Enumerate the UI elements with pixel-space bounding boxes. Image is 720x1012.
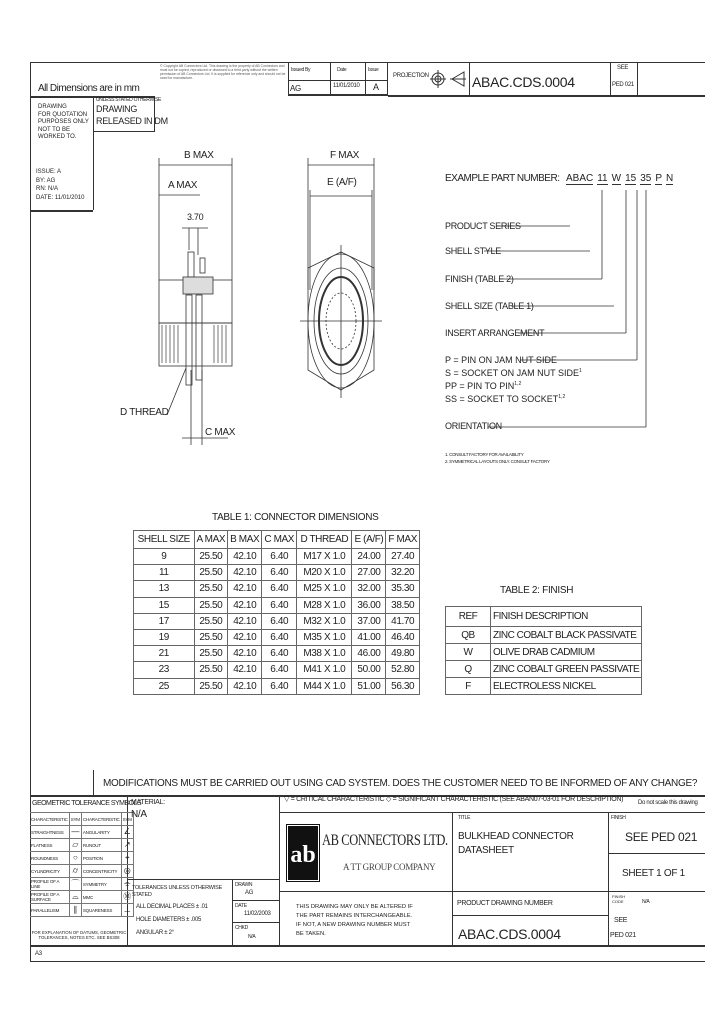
table-cell: M20 X 1.0: [297, 565, 352, 581]
finish-code: N/A: [642, 899, 650, 905]
table-cell: 23: [134, 662, 195, 678]
table-cell: 46.00: [352, 646, 386, 662]
divider: [30, 210, 93, 212]
connector-dimensions-table: [133, 530, 420, 695]
gts-h: CHARACTERISTIC: [30, 813, 69, 826]
company-subtitle: A TT GROUP COMPANY: [343, 862, 436, 872]
connector-drawing: [110, 140, 420, 450]
table-cell: 6.40: [262, 678, 297, 694]
gts-footer-line: TOLERANCES, NOTES ETC. SEE BS308: [38, 935, 120, 940]
release-status-2: RELEASED IN DM: [96, 116, 168, 126]
gts-symbol-icon: ⌭: [69, 865, 81, 878]
finish-value: SEE PED 021: [625, 830, 698, 844]
note-line: FOR QUOTATION: [38, 111, 88, 118]
release-status: DRAWING: [96, 104, 138, 114]
table-cell: 35.30: [386, 581, 420, 597]
dim-370-label: 3.70: [187, 212, 204, 222]
finish-code-label: FINISH CODE: [612, 894, 626, 904]
company-name: AB CONNECTORS LTD.: [322, 832, 448, 849]
gts-title: GEOMETRIC TOLERANCE SYMBOLS: [32, 800, 142, 807]
table-cell: 46.40: [386, 629, 420, 645]
segment-contact: P: [655, 173, 662, 184]
note-line: THE PART REMAINS INTERCHANGEABLE.: [296, 913, 413, 919]
table-cell: M25 X 1.0: [297, 581, 352, 597]
issued-by-label: Issued By: [291, 67, 311, 73]
table-cell: 24.00: [352, 549, 386, 565]
issue-line: DATE: 11/01/2010: [36, 194, 85, 201]
issue-line: BY: AG: [36, 177, 56, 184]
gts-header: [30, 813, 133, 826]
table-header-row: [446, 607, 642, 627]
segment-orientation: N: [666, 173, 674, 184]
table-cell: 6.40: [262, 646, 297, 662]
table-cell: 42.10: [228, 549, 262, 565]
table-cell: 6.40: [262, 662, 297, 678]
quotation-note: [38, 104, 92, 142]
projection-symbol-icon: [430, 68, 470, 90]
segment-shell-style: 11: [597, 173, 608, 184]
see-ped: SEE: [614, 917, 628, 924]
tolerance-line: ALL DECIMAL PLACES ± .01: [136, 904, 208, 910]
gts-row: [30, 839, 133, 852]
table-cell: M35 X 1.0: [297, 629, 352, 645]
field-orientation: ORIENTATION: [445, 421, 502, 431]
divider: [469, 62, 470, 95]
title-line2: DATASHEET: [458, 845, 514, 856]
part-number-segments: [566, 173, 673, 185]
tolerances-title: TOLERANCES UNLESS OTHERWISE STATED: [132, 885, 223, 898]
divider: [637, 62, 638, 95]
table-cell: 52.80: [386, 662, 420, 678]
field-shell-style: SHELL STYLE: [445, 246, 501, 256]
gts-characteristic: PARALLELISM: [30, 904, 69, 917]
see-ped: SEE: [617, 65, 629, 71]
column-header: SHELL SIZE: [134, 531, 195, 549]
column-header: A MAX: [194, 531, 228, 549]
table-cell: 25.50: [194, 581, 228, 597]
contact-option: S = SOCKET ON JAM NUT SIDE: [445, 368, 579, 378]
drawing-number: ABAC.CDS.0004: [472, 74, 575, 90]
projection-label: PROJECTION: [393, 73, 429, 79]
table-cell: 25.50: [194, 613, 228, 629]
gts-symbol-icon: ↗: [121, 839, 133, 852]
date-label: Date: [337, 67, 347, 73]
table-cell: 6.40: [262, 597, 297, 613]
table-cell: 42.10: [228, 678, 262, 694]
divider: [232, 879, 233, 945]
tolerance-line: ANGULAR ± 2°: [136, 930, 174, 936]
table-cell: ZINC COBALT BLACK PASSIVATE: [491, 627, 642, 644]
field-finish: FINISH (TABLE 2): [445, 274, 514, 284]
table-cell: 11: [134, 565, 195, 581]
issue-table: [288, 62, 388, 96]
table-row: [134, 646, 420, 662]
note-line: DRAWING: [38, 104, 67, 110]
table-cell: 25.50: [194, 549, 228, 565]
table-header-row: [134, 531, 420, 549]
table-cell: 37.00: [352, 613, 386, 629]
table-cell: M44 X 1.0: [297, 678, 352, 694]
table-row: [446, 627, 642, 644]
gts-symbol-icon: ∥: [69, 904, 81, 917]
gts-symbol-icon: ⌒: [69, 878, 81, 891]
gts-symbol-icon: Ⓜ: [121, 891, 133, 904]
gts-characteristic: CYLINDRICITY: [30, 865, 69, 878]
table-row: [446, 644, 642, 661]
column-header: E (A/F): [352, 531, 386, 549]
gts-characteristic: PROFILE OF A SURFACE: [30, 891, 69, 904]
footnote-ref: 1: [578, 368, 582, 374]
issue-info: [36, 168, 84, 202]
note-line: IF NOT, A NEW DRAWING NUMBER MUST: [296, 922, 411, 928]
gts-symbol-icon: ◎: [121, 865, 133, 878]
table-row: [134, 565, 420, 581]
contact-options: [445, 355, 582, 405]
drawn-label: DRAWN: [235, 882, 253, 888]
segment-series: ABAC: [566, 173, 594, 184]
table-cell: 50.00: [352, 662, 386, 678]
chkd-label: CHKD: [235, 925, 248, 931]
release-label: UNLESS STATED OTHERWISE: [96, 97, 162, 103]
table-cell: 25.50: [194, 597, 228, 613]
table-cell: 27.40: [386, 549, 420, 565]
gts-h: SYM: [121, 813, 133, 826]
table-cell: 38.50: [386, 597, 420, 613]
column-header: F MAX: [386, 531, 420, 549]
table-cell: W: [446, 644, 491, 661]
chkd-value: N/A: [248, 934, 256, 940]
column-header: D THREAD: [297, 531, 352, 549]
table-cell: 42.10: [228, 662, 262, 678]
gts-characteristic: SYMMETRY: [81, 878, 121, 891]
field-shell-size: SHELL SIZE (TABLE 1): [445, 301, 534, 311]
gts-row: [30, 852, 133, 865]
header-description: FINISH DESCRIPTION: [491, 607, 642, 627]
note-line: BE TAKEN.: [296, 931, 326, 937]
table-cell: 6.40: [262, 629, 297, 645]
table1-title: TABLE 1: CONNECTOR DIMENSIONS: [212, 512, 379, 523]
date-label: DATE: [235, 903, 247, 909]
divider: [289, 80, 387, 81]
table-row: [446, 661, 642, 678]
b-max-label: B MAX: [184, 150, 214, 161]
table-cell: Q: [446, 661, 491, 678]
gts-symbol-icon: ▱: [69, 839, 81, 852]
table-row: [134, 662, 420, 678]
e-af-label: E (A/F): [327, 177, 357, 188]
drawn-value: AG: [245, 890, 254, 896]
divider: [93, 770, 94, 795]
table-cell: 21: [134, 646, 195, 662]
table-cell: M41 X 1.0: [297, 662, 352, 678]
gts-table: [30, 812, 134, 917]
divider: [232, 922, 280, 923]
table-row: [134, 613, 420, 629]
gts-row: [30, 826, 133, 839]
table-cell: 42.10: [228, 565, 262, 581]
table-cell: 25.50: [194, 662, 228, 678]
table-cell: 6.40: [262, 613, 297, 629]
table-cell: 25.50: [194, 565, 228, 581]
finish-table: [445, 606, 642, 695]
divider: [388, 95, 705, 97]
table-cell: 6.40: [262, 581, 297, 597]
see-ped-2: PED 021: [610, 932, 636, 939]
table-cell: QB: [446, 627, 491, 644]
f-max-label: F MAX: [330, 150, 360, 161]
divider: [280, 812, 705, 813]
finish-label: FINISH: [611, 815, 626, 821]
gts-h: SYM: [69, 813, 81, 826]
footnote-ref: 1,2: [514, 381, 522, 387]
divider: [93, 132, 94, 210]
table-cell: 25: [134, 678, 195, 694]
do-not-scale: Do not scale this drawing: [638, 800, 698, 806]
title-line1: BULKHEAD CONNECTOR: [458, 831, 574, 842]
column-header: B MAX: [228, 531, 262, 549]
release-box: [93, 96, 168, 132]
contact-option: PP = PIN TO PIN: [445, 381, 515, 391]
company-logo: ab: [288, 826, 318, 880]
table-row: [134, 597, 420, 613]
field-insert-arrangement: INSERT ARRANGEMENT: [445, 328, 545, 338]
d-thread-label: D THREAD: [120, 407, 169, 418]
table-cell: 25.50: [194, 646, 228, 662]
issue-line: RN: N/A: [36, 186, 59, 192]
gts-symbol-icon: ⌓: [69, 891, 81, 904]
note-line: THIS DRAWING MAY ONLY BE ALTERED IF: [296, 904, 413, 910]
note-line: WORKED TO.: [38, 134, 77, 140]
date-value: 11/02/2003: [244, 911, 271, 917]
see-ped-2: PED 021: [612, 82, 634, 88]
material-value: N/A: [131, 809, 147, 820]
material-tolerance-box: [128, 795, 280, 945]
critical-characteristic-note: ▽ = CRITICAL CHARACTERISTIC ◇ = SIGNIFICANT CHARACTERISTIC (SEE ABAN07-03-01 FOR DESCRIPTION): [284, 796, 624, 803]
modifications-note: MODIFICATIONS MUST BE CARRIED OUT USING CAD SYSTEM. DOES THE CUSTOMER NEED TO BE INFORMED OF ANY CHANGE?: [103, 778, 698, 789]
gts-characteristic: FLATNESS: [30, 839, 69, 852]
example-part-number-label: EXAMPLE PART NUMBER:: [445, 173, 560, 184]
geometric-tolerance-box: [30, 795, 142, 945]
footnote: 2. SYMMETRICAL LAYOUTS ONLY. CONSULT FACTORY: [445, 459, 550, 464]
gts-characteristic: STRAIGHTNESS: [30, 826, 69, 839]
segment-finish: W: [611, 173, 622, 184]
table-row: [134, 549, 420, 565]
divider: [452, 812, 453, 945]
gts-characteristic: CONCENTRICITY: [81, 865, 121, 878]
gts-symbol-icon: ∠: [121, 826, 133, 839]
divider: [610, 62, 611, 95]
contact-option: SS = SOCKET TO SOCKET: [445, 394, 559, 404]
title-label: TITLE: [458, 815, 471, 821]
table-row: [134, 678, 420, 694]
table-cell: 42.10: [228, 613, 262, 629]
issued-by: AG: [290, 84, 301, 93]
gts-characteristic: ANGULARITY: [81, 826, 121, 839]
table-cell: 15: [134, 597, 195, 613]
gts-characteristic: POSITION: [81, 852, 121, 865]
table-row: [134, 581, 420, 597]
table-cell: 56.30: [386, 678, 420, 694]
table-cell: 13: [134, 581, 195, 597]
table-cell: ELECTROLESS NICKEL: [491, 678, 642, 695]
gts-row: [30, 865, 133, 878]
field-product-series: PRODUCT SERIES: [445, 221, 521, 231]
sheet-number: SHEET 1 OF 1: [622, 868, 685, 879]
gts-footer-line: FOR EXPLANATION OF DATUMS, GEOMETRIC: [31, 930, 127, 935]
table-cell: 42.10: [228, 581, 262, 597]
gts-characteristic: ROUNDNESS: [30, 852, 69, 865]
divider: [452, 915, 608, 916]
column-header: C MAX: [262, 531, 297, 549]
table-cell: 49.80: [386, 646, 420, 662]
table-cell: 25.50: [194, 629, 228, 645]
alteration-note: [296, 903, 413, 939]
divider: [128, 879, 280, 880]
table-cell: OLIVE DRAB CADMIUM: [491, 644, 642, 661]
gts-symbol-icon: ⊥: [121, 904, 133, 917]
product-drawing-label: PRODUCT DRAWING NUMBER: [457, 900, 553, 907]
table-row: [134, 629, 420, 645]
header-ref: REF: [446, 607, 491, 627]
segment-insert: 35: [640, 173, 652, 184]
table-cell: 42.10: [228, 646, 262, 662]
divider: [30, 945, 705, 947]
divider: [608, 853, 705, 854]
table-cell: M28 X 1.0: [297, 597, 352, 613]
gts-symbol-icon: —: [69, 826, 81, 839]
gts-symbol-icon: ⌖: [121, 852, 133, 865]
gts-characteristic: PROFILE OF A LINE: [30, 878, 69, 891]
copyright-note: © Copyright AB Connectors Ltd. This drawing is the property of AB Connectors and must not be copied, reproduced or disclosed to a third party without the written permission of AB Connectors Ltd. It is supplied for reference only and should not be used for manufacture.: [160, 64, 286, 80]
table-cell: 25.50: [194, 678, 228, 694]
material-label: MATERIAL:: [131, 799, 165, 806]
frame-bottom: [30, 961, 705, 962]
table-cell: 6.40: [262, 565, 297, 581]
table-cell: 42.10: [228, 597, 262, 613]
gts-row: [30, 891, 133, 904]
gts-symbol-icon: ○: [69, 852, 81, 865]
table-row: [446, 678, 642, 695]
table-cell: 41.70: [386, 613, 420, 629]
table-cell: 19: [134, 629, 195, 645]
gts-row: [30, 878, 133, 891]
divider: [232, 900, 280, 901]
table-cell: 32.20: [386, 565, 420, 581]
table-cell: 42.10: [228, 629, 262, 645]
gts-characteristic: SQUARENESS: [81, 904, 121, 917]
issue-line: ISSUE: A: [36, 169, 62, 175]
table-cell: M38 X 1.0: [297, 646, 352, 662]
divider: [280, 891, 705, 892]
table-cell: M32 X 1.0: [297, 613, 352, 629]
issue-label: Issue: [368, 67, 379, 73]
c-max-label: C MAX: [205, 427, 236, 438]
table-cell: 6.40: [262, 549, 297, 565]
contact-option: P = PIN ON JAM NUT SIDE: [445, 355, 557, 365]
note-line: PURPOSES ONLY: [38, 119, 89, 125]
issue: A: [373, 82, 379, 92]
table-cell: 32.00: [352, 581, 386, 597]
gts-row: [30, 904, 133, 917]
gts-h: CHARACTERISTIC: [81, 813, 121, 826]
footnote-ref: 1,2: [558, 394, 566, 400]
table-cell: 51.00: [352, 678, 386, 694]
a-max-label: A MAX: [168, 180, 198, 191]
sheet-size: A3: [35, 951, 42, 957]
date: 11/01/2010: [333, 83, 360, 89]
table-cell: 36.00: [352, 597, 386, 613]
gts-characteristic: RUNOUT: [81, 839, 121, 852]
segment-shell-size: 15: [625, 173, 637, 184]
gts-footer: [30, 930, 128, 940]
note-line: NOT TO BE: [38, 126, 71, 133]
gts-characteristic: MMC: [81, 891, 121, 904]
table2-title: TABLE 2: FINISH: [500, 585, 574, 596]
table-cell: ZINC COBALT GREEN PASSIVATE: [491, 661, 642, 678]
table-cell: M17 X 1.0: [297, 549, 352, 565]
footnote: 1. CONSULT FACTORY FOR AVAILABILITY: [445, 452, 524, 457]
divider: [608, 812, 609, 945]
table-cell: 27.00: [352, 565, 386, 581]
product-drawing-number: ABAC.CDS.0004: [458, 926, 561, 942]
table-cell: F: [446, 678, 491, 695]
table-cell: 41.00: [352, 629, 386, 645]
tolerance-line: HOLE DIAMETERS ± .005: [136, 917, 202, 923]
table-cell: 17: [134, 613, 195, 629]
table-cell: 9: [134, 549, 195, 565]
gts-symbol-icon: ⌯: [121, 878, 133, 891]
dimensions-note: All Dimensions are in mm: [38, 83, 140, 94]
